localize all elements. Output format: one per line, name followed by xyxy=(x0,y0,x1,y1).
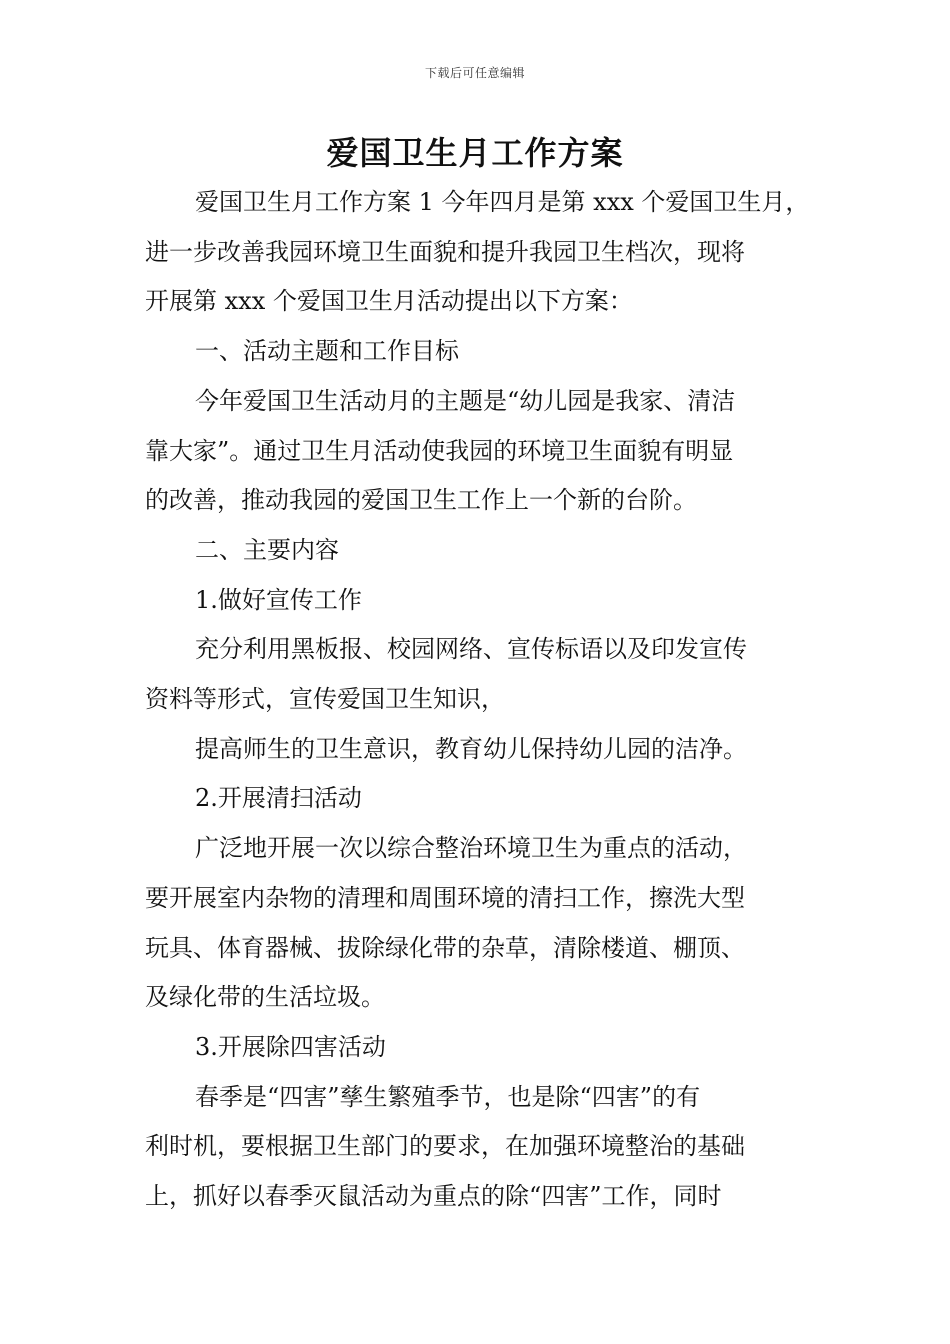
body-line: 二、主要内容 xyxy=(195,535,339,564)
body-line: 开展第 xxx 个爱国卫生月活动提出以下方案： xyxy=(145,287,633,316)
document-body xyxy=(145,178,813,1222)
body-line: 爱国卫生月工作方案 1 今年四月是第 xxx 个爱国卫生月， xyxy=(195,188,810,216)
body-line: 一、活动主题和工作目标 xyxy=(195,337,459,366)
body-line: 的改善，推动我园的爱国卫生工作上一个新的台阶。 xyxy=(145,486,697,515)
body-line: 提高师生的卫生意识，教育幼儿保持幼儿园的洁净。 xyxy=(195,734,747,763)
body-line: 今年爱国卫生活动月的主题是“幼儿园是我家、清洁 xyxy=(195,386,736,415)
body-line: 1.做好宣传工作 xyxy=(195,585,362,614)
body-line: 资料等形式，宣传爱国卫生知识， xyxy=(145,685,505,714)
body-line: 利时机，要根据卫生部门的要求，在加强环境整治的基础 xyxy=(145,1132,745,1161)
body-line: 2.开展清扫活动 xyxy=(195,784,362,813)
header-note: 下载后可任意编辑 xyxy=(424,66,525,80)
body-line: 靠大家”。通过卫生月活动使我园的环境卫生面貌有明显 xyxy=(145,436,734,465)
body-line: 充分利用黑板报、校园网络、宣传标语以及印发宣传 xyxy=(195,635,747,664)
body-line: 要开展室内杂物的清理和周围环境的清扫工作，擦洗大型 xyxy=(145,883,745,912)
body-line: 春季是“四害”孳生繁殖季节，也是除“四害”的有 xyxy=(195,1082,701,1111)
body-line: 玩具、体育器械、拔除绿化带的杂草，清除楼道、棚顶、 xyxy=(145,933,745,962)
document-title: 爱国卫生月工作方案 xyxy=(326,134,624,172)
body-line: 3.开展除四害活动 xyxy=(195,1032,386,1061)
body-line: 进一步改善我园环境卫生面貌和提升我园卫生档次，现将 xyxy=(145,237,745,266)
body-line: 上，抓好以春季灭鼠活动为重点的除“四害”工作，同时 xyxy=(145,1182,722,1211)
body-line: 广泛地开展一次以综合整治环境卫生为重点的活动， xyxy=(195,834,747,863)
body-line: 及绿化带的生活垃圾。 xyxy=(145,983,385,1012)
